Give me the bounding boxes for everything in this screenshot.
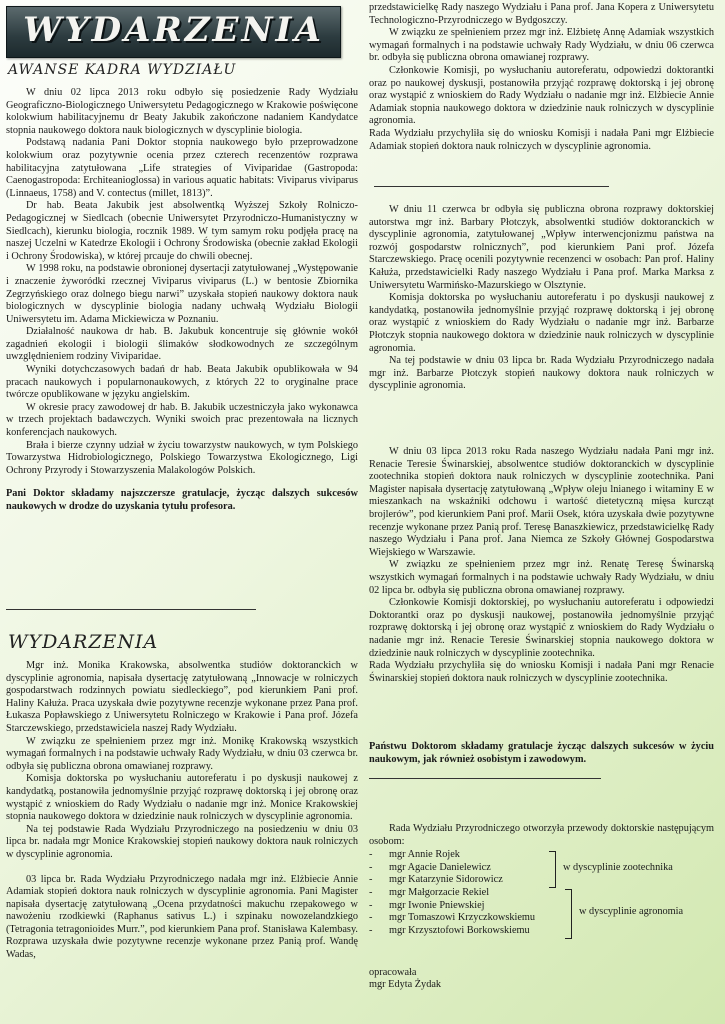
paragraph: W dniu 02 lipca 2013 roku odbyło się posiedzenie Rady Wydziału Geograficzno-Biologicznego Uniwersytetu Pedagogicznego w Krakowie poświęcone kolokwium habilitacyjnemu dr Beaty Jakubik zakończone nadaniem Kandydatce stopnia naukowego doktora nauk biologicznych w dyscyplinie biologia. [6,87,358,136]
paragraph: W związku ze spełnieniem przez mgr inż. Monikę Krakowską wszystkich wymagań formalnych i na podstawie uchwały Rady Wydziału, w dniu 03 czerwca br. odbyła się publiczna obrona omawianej rozprawy. [6,735,358,772]
group1-list [369,849,569,887]
paragraph: Podstawą nadania Pani Doktor stopnia naukowego było przeprowadzone kolokwium oraz pozytywnie ocenia przez czterech recenzentów rozprawa habilitacyjna zatytułowana „Life strategies of Viviparidae (Gastropoda: Caenogastropoda: Erchiteanioglossa) in various aquatic habitats: Viviparus viviparus (Linnaeus, 1758) and V. contectus (millet, 1813)”. [6,137,358,199]
paragraph: W związku ze spełnieniem przez mgr inż. Elżbietę Annę Adamiak wszystkich wymagań formalnych i na podstawie uchwały Rady Wydziału, w dniu 06 czerwca br. odbyła się publiczna obrona omawianej rozprawy. [369,27,714,64]
congratulations-text: Pani Doktor składamy najszczersze gratulacje, życząc dalszych sukcesów naukowych w drodze do uzyskania tytułu profesora. [6,488,358,512]
paragraph: Komisja doktorska po wysłuchaniu autoreferatu i po dyskusji naukowej z kandydatką, postanowiła jednomyślnie przyjąć rozprawę doktorską i jej obronę oraz wystąpić z wnioskiem do Rady Wydziału o nadanie mgr inż. Barbarze Płotczyk stopnia naukowego doktora w dziedzinie nauk rolniczych w dyscyplinie agronomia. [369,292,714,354]
section-title-wydarzenia: WYDARZENIA [8,631,159,653]
person-name: mgr Małgorzacie Rekiel [389,887,490,898]
list-item [369,849,569,862]
list-item [369,925,569,938]
list-item [369,900,569,913]
list-dash: - [369,912,373,924]
group1-label: w dyscyplinie zootechnika [563,862,673,873]
person-name: mgr Iwonie Pniewskiej [389,899,485,911]
paragraph: Działalność naukowa dr hab. B. Jakubuk koncentruje się głównie wokół zagadnień ekologii i biologii ślimaków słodkowodnych ze szczególnym uwzględnieniem rodziny Viviparidae. [6,326,358,363]
list-dash: - [369,849,373,860]
section-wydarzenia-body-left [6,660,358,962]
paragraph: W związku ze spełnieniem przez mgr inż. Renatę Teresę Świnarską wszystkich wymagań formalnych i na podstawie uchwały Rady Wydziału, w dniu 02 lipca br. odbyła się publiczna obrona omawianej rozprawy. [369,559,714,596]
author-name: mgr Edyta Żydak [369,979,442,990]
paragraph: Komisja doktorska po wysłuchaniu autoreferatu i po dyskusji naukowej z kandydatką, postanowiła jednomyślnie przyjąć rozprawę doktorską i jej obronę oraz wystąpić z wnioskiem do Rady Wydziału o nadanie mgr inż. Monice Krakowskiej stopnia naukowego doktora w dziedzinie nauk rolniczych w dyscyplinie agronomia. [6,773,358,823]
right-column [369,0,714,1024]
paragraph: Członkowie Komisji doktorskiej, po wysłuchaniu autoreferatu i odpowiedzi Doktorantki oraz po dyskusji naukowej, postanowiła jednomyślnie przyjąć rozprawę doktorską i jej obronę oraz wystąpić z wnioskiem do Rady Wydziału o nadanie mgr inż. Renacie Teresie Świnarskiej stopnia naukowego doktora w dziedzinie nauk rolniczych w dyscyplinie zootechnika. [369,597,714,659]
paragraph: Na tej podstawie Rada Wydziału Przyrodniczego na posiedzeniu w dniu 03 lipca br. nadała mgr Monice Krakowskiej stopień naukowy doktora nauk rolniczych w dyscyplinie agronomia. [6,823,358,860]
list-dash: - [369,924,373,936]
banner-title: WYDARZENIA [23,10,324,50]
list-dash: - [369,899,373,911]
group2-label: w dyscyplinie agronomia [579,906,684,917]
supervisors-intro: Rada Wydziału Przyrodniczego otworzyła przewody doktorskie następującym osobom: [369,823,714,847]
paragraph: Wyniki dotychczasowych badań dr hab. Beata Jakubik opublikowała w 94 pracach naukowych i popularnonaukowych, z których 22 to oryginalne prace twórcze opublikowane w języku angielskim. [6,364,358,401]
paragraph: Dr hab. Beata Jakubik jest absolwentką Wyższej Szkoły Rolniczo-Pedagogicznej w Siedlcach (obecnie Uniwersytet Przyrodniczo-Humanistyczny w Siedlcach), kierunku biologia, rocznik 1989. W tym samym roku podjęła pracę na naszej Uczelni w Katedrze Ekologii i Ochrony Środowiska (obecnie zakład Ekologii i Ochrony Środowiska), w której prcauje do chwili obecnej. [6,200,358,262]
left-column [6,0,358,1024]
paragraph: 03 lipca br. Rada Wydziału Przyrodniczego nadała mgr inż. Elżbiecie Annie Adamiak stopień doktora nauk rolniczych w dyscyplinie agronomia. Pani Magister napisała dysertację zatytułowaną „Ocena przydatności makuchu rzepakowego w nawożeniu rzodkiewki (Raphanus sativus L.) i szpinaku nowozelandzkiego (Tetragonia tetragonioides Murr.”, pod kierunkiem Pana prof. Stanisława Kalembasy. Rozprawa uzyskała dwie pozytywne recenzje wykonane przez Panią prof. Wandę Wadas, [6,873,358,961]
right-top-block [369,2,714,153]
person-name: mgr Krzysztofowi Borkowskiemu [389,924,530,936]
person-name: mgr Annie Rojek [389,849,460,860]
paragraph: Mgr inż. Monika Krakowska, absolwentka studiów doktoranckich w dyscyplinie agronomia, napisała dysertację zatytułowaną „Innowacje w rolniczych gospodarstwach rodzinnych powiatu siedleckiego”, pod kierunkiem Pani prof. Haliny Kałuża. Praca uzyskała dwie pozytywne recenzje wykonane przez Pana prof. Łukasza Popławskiego z Uniwersytetu Rolniczego w Krakowie i Pana prof. Józefa Starczewskiego, przedstawiciela naszej Rady Wydziału. [6,660,358,734]
list-item [369,887,569,900]
section-awanse-body [6,87,358,514]
paragraph: Brała i bierze czynny udział w życiu towarzystw naukowych, w tym Polskiego Towarzystwa Hidrobiologicznego, Polskiego Towarzystwa Ekologicznego, Ligi Ochrony Przyrody i Stowarzyszenia Malakologów Polskich. [6,439,358,476]
paragraph: Rada Wydziału przychyliła się do wniosku Komisji i nadała Pani mgr Renacie Świnarskiej stopień doktora nauk rolniczych w dyscyplinie zootechnika. [369,660,714,684]
author-credit [369,967,569,991]
paragraph: Rada Wydziału przychyliła się do wniosku Komisji i nadała Pani mgr Elżbiecie Adamiak stopień doktora nauk rolniczych w dyscyplinie agronomia. [369,127,714,152]
paragraph: Członkowie Komisji, po wysłuchaniu autoreferatu, odpowiedzi doktorantki oraz po naukowej dyskusji, postanowiła przyjąć rozprawę doktorską i jej obronę oraz wystąpić z wnioskiem do Rady Wydziału o nadanie mgr inż. Elżbiecie Annie Adamiak stopnia naukowego doktora w dziedzinie nauk rolniczych w dyscyplinie agronomia. [369,64,714,127]
paragraph: W dniu 03 lipca 2013 roku Rada naszego Wydziału nadała Pani mgr inż. Renacie Teresie Świnarskiej, absolwentce studiów doktoranckich w dyscyplinie zootechnika stopień doktora nauk rolniczych w dyscyplinie zootechnika. Pani Magister napisała dysertację zatytułowaną „Wpływ oleju lnianego i witaminy E w mieszankach na wskaźniki odchowu i wartość dietetyczną mięsa kurcząt brojlerów”, pod kierunkiem Pani prof. Marii Osek, która uzyskała dwie pozytywne recenzje wykonane przez Panią prof. Teresę Banaszkiewicz, przedstawicielkę Rady naszego Wydziału i Pana prof. Jana Niemca ze Szkoły Głównej Gospodarstwa Wiejskiego w Warszawie. [369,446,714,558]
right-mid-block [369,204,714,393]
supervisors-intro-block [369,823,714,848]
list-dash: - [369,861,373,873]
paragraph: Na tej podstawie w dniu 03 lipca br. Rada Wydziału Przyrodniczego nadała mgr inż. Barbarze Płotczyk stopień naukowy doktora nauk rolniczych w dyscyplinie agronomia. [369,355,714,392]
group2-bracket [565,889,572,939]
list-item [369,912,569,925]
list-item [369,862,569,875]
right-low-block [369,446,714,685]
section-title-awanse: AWANSE KADRA WYDZIAŁU [8,62,237,78]
paragraph: W dniu 11 czerwca br odbyła się publiczna obrona rozprawy doktorskiej autorstwa mgr inż. Barbary Płotczyk, absolwentki studiów doktoranckich w dyscyplinie agronomia, zatytułowanej „Wpływ interwencjonizmu państwa na rozwój gospodarstw rolnicznych”, pod kierunkiem Pani prof. Józefa Starczewskiego. Pracę ocenili pozytywnie recenzenci w osobach: Pan prof. Haliny Kałuża, przedstawicielki Rady naszego Wydziału i Pana prof. Marka Marksa z Uniwersytetu Warmińsko-Mazurskiego w Olsztynie. [369,204,714,291]
paragraph: przedstawicielkę Rady naszego Wydziału i Pana prof. Jana Kopera z Uniwersytetu Technologiczno-Przyrodniczego w Bydgoszczy. [369,2,714,26]
person-name: mgr Tomaszowi Krzyczkowskiemu [389,912,536,924]
title-banner [6,6,341,58]
person-name: mgr Katarzynie Sidorowicz [389,874,503,886]
person-name: mgr Agacie Danielewicz [389,861,491,873]
group2-list [369,887,569,937]
divider [6,609,256,610]
group1-bracket [549,851,556,888]
list-dash: - [369,887,373,898]
author-label: opracowała [369,967,417,978]
divider [374,186,609,187]
congratulations-block [369,741,714,766]
divider [369,778,601,779]
paragraph: W okresie pracy zawodowej dr hab. B. Jakubik uczestniczyła jako wykonawca w trzech projektach badawczych. Wyniki swoich prac prezentowała na licznych konferencjach naukowych. [6,401,358,439]
paragraph: W 1998 roku, na podstawie obronionej dysertacji zatytułowanej „Występowanie i znaczenie żyworódki rzecznej Viviparus viviparus (L.) w bentosie Zbiornika Zegrzyńskiego oraz dolnego biegu narwi” uzyskała stopień naukowy doktora nauk biologicznych w dyscyplinie biologia nadany uchwałą Wydziału Biologii Uniwersytetu im. Adama Mickiewicza w Poznaniu. [6,263,358,325]
congratulations-text: Państwu Doktorom składamy gratulacje życząc dalszych sukcesów w życiu naukowym, jak również osobistym i zawodowym. [369,741,714,765]
list-item [369,874,569,887]
list-dash: - [369,874,373,886]
